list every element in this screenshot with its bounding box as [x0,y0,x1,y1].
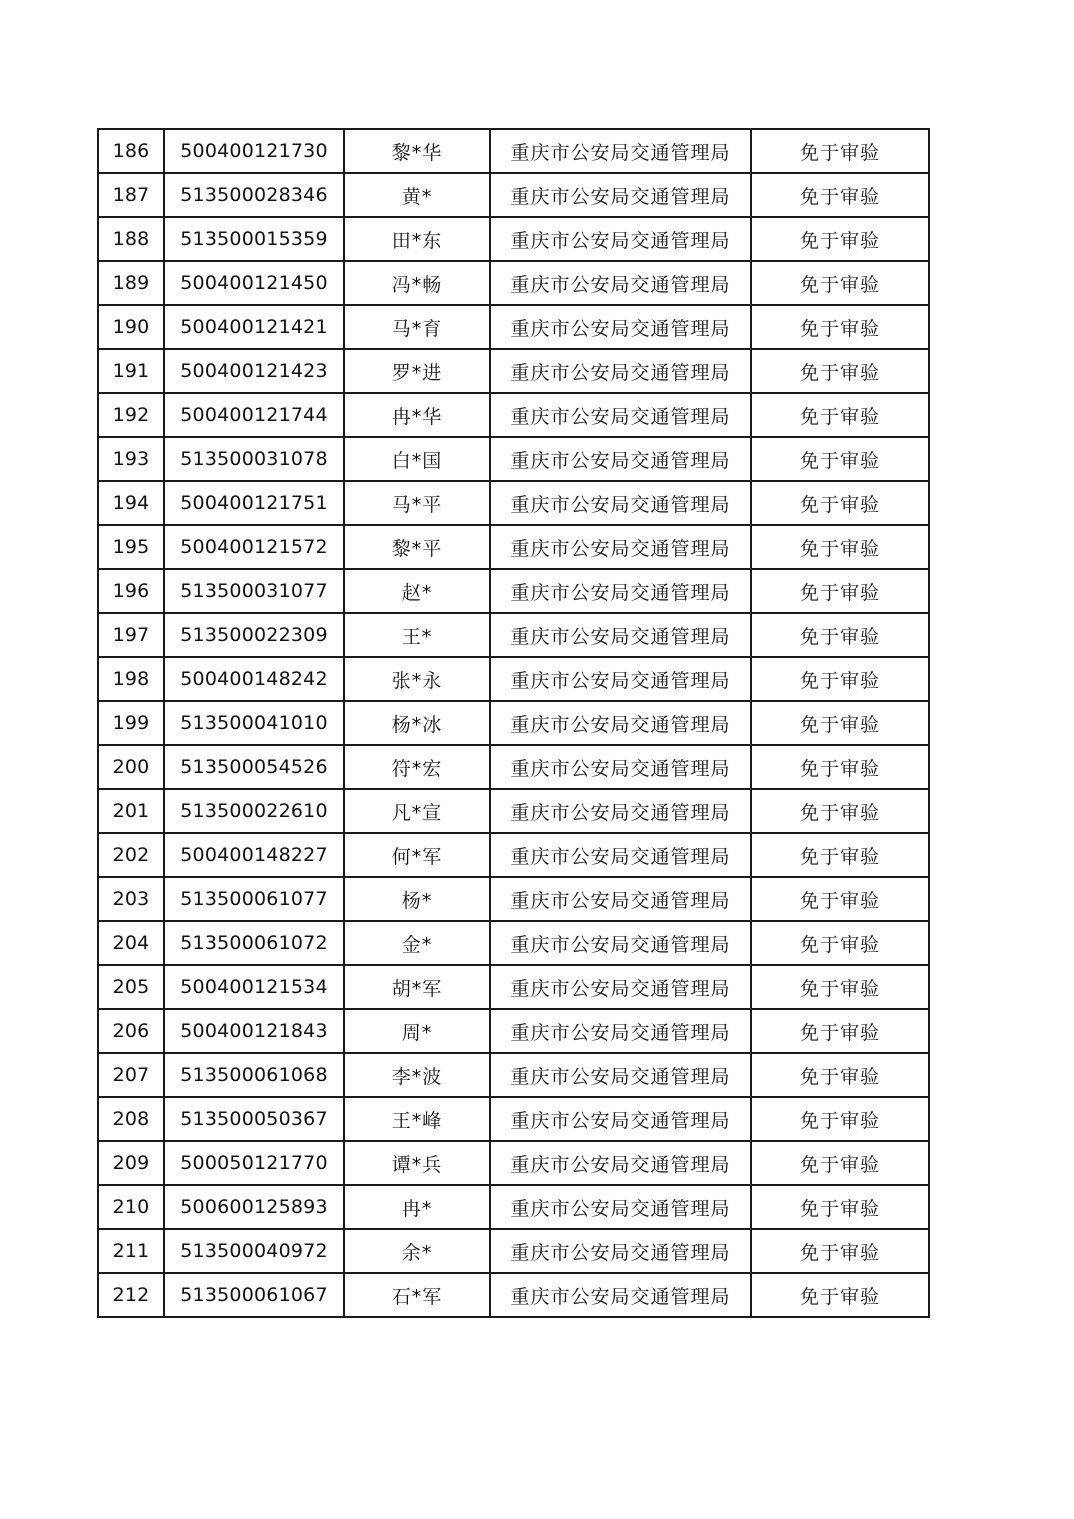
license-number-cell: 513500031077 [164,569,344,613]
issuing-authority-cell: 重庆市公安局交通管理局 [490,1141,751,1185]
issuing-authority-cell: 重庆市公安局交通管理局 [490,173,751,217]
issuing-authority-cell: 重庆市公安局交通管理局 [490,481,751,525]
license-number-cell: 500400121534 [164,965,344,1009]
issuing-authority-cell: 重庆市公安局交通管理局 [490,393,751,437]
driver-name-cell: 王* [344,613,490,657]
license-number-cell: 500400148242 [164,657,344,701]
table-row [98,1009,929,1053]
issuing-authority-cell: 重庆市公安局交通管理局 [490,305,751,349]
review-status-cell: 免于审验 [751,261,929,305]
review-status-cell: 免于审验 [751,173,929,217]
driver-name-cell: 张*永 [344,657,490,701]
license-number-cell: 500400148227 [164,833,344,877]
issuing-authority-cell: 重庆市公安局交通管理局 [490,657,751,701]
row-number-cell: 196 [98,569,164,613]
review-status-cell: 免于审验 [751,437,929,481]
table-row [98,1097,929,1141]
row-number-cell: 212 [98,1273,164,1317]
review-status-cell: 免于审验 [751,129,929,173]
row-number-cell: 189 [98,261,164,305]
driver-name-cell: 马*平 [344,481,490,525]
table-row [98,349,929,393]
issuing-authority-cell: 重庆市公安局交通管理局 [490,129,751,173]
license-number-cell: 500400121450 [164,261,344,305]
license-number-cell: 513500031078 [164,437,344,481]
review-status-cell: 免于审验 [751,613,929,657]
table-row [98,1053,929,1097]
row-number-cell: 202 [98,833,164,877]
license-number-cell: 513500050367 [164,1097,344,1141]
row-number-cell: 195 [98,525,164,569]
driver-name-cell: 白*国 [344,437,490,481]
issuing-authority-cell: 重庆市公安局交通管理局 [490,877,751,921]
driver-name-cell: 李*波 [344,1053,490,1097]
table-row [98,261,929,305]
driver-name-cell: 黎*平 [344,525,490,569]
row-number-cell: 194 [98,481,164,525]
driver-name-cell: 赵* [344,569,490,613]
driver-name-cell: 冉* [344,1185,490,1229]
table-row [98,1229,929,1273]
driver-name-cell: 何*军 [344,833,490,877]
license-number-cell: 500400121730 [164,129,344,173]
issuing-authority-cell: 重庆市公安局交通管理局 [490,833,751,877]
license-number-cell: 513500028346 [164,173,344,217]
review-status-cell: 免于审验 [751,657,929,701]
issuing-authority-cell: 重庆市公安局交通管理局 [490,701,751,745]
review-status-cell: 免于审验 [751,1185,929,1229]
driver-name-cell: 余* [344,1229,490,1273]
review-status-cell: 免于审验 [751,921,929,965]
table-row [98,305,929,349]
license-number-cell: 513500054526 [164,745,344,789]
row-number-cell: 201 [98,789,164,833]
driver-name-cell: 符*宏 [344,745,490,789]
row-number-cell: 186 [98,129,164,173]
row-number-cell: 210 [98,1185,164,1229]
table-row [98,745,929,789]
issuing-authority-cell: 重庆市公安局交通管理局 [490,789,751,833]
table-row [98,613,929,657]
table-row [98,1273,929,1317]
driver-name-cell: 王*峰 [344,1097,490,1141]
table-row [98,701,929,745]
row-number-cell: 188 [98,217,164,261]
table-row [98,1185,929,1229]
table-row [98,393,929,437]
row-number-cell: 192 [98,393,164,437]
issuing-authority-cell: 重庆市公安局交通管理局 [490,1053,751,1097]
license-number-cell: 500400121423 [164,349,344,393]
review-status-cell: 免于审验 [751,1229,929,1273]
driver-name-cell: 冉*华 [344,393,490,437]
driver-name-cell: 黎*华 [344,129,490,173]
row-number-cell: 207 [98,1053,164,1097]
driver-name-cell: 凡*宣 [344,789,490,833]
row-number-cell: 190 [98,305,164,349]
row-number-cell: 205 [98,965,164,1009]
review-status-cell: 免于审验 [751,1141,929,1185]
review-status-cell: 免于审验 [751,789,929,833]
driver-name-cell: 杨*冰 [344,701,490,745]
issuing-authority-cell: 重庆市公安局交通管理局 [490,437,751,481]
issuing-authority-cell: 重庆市公安局交通管理局 [490,1097,751,1141]
driver-name-cell: 马*育 [344,305,490,349]
table-row [98,569,929,613]
table-row [98,525,929,569]
table-row [98,657,929,701]
table-row [98,173,929,217]
row-number-cell: 197 [98,613,164,657]
driver-name-cell: 周* [344,1009,490,1053]
issuing-authority-cell: 重庆市公安局交通管理局 [490,349,751,393]
driver-name-cell: 罗*进 [344,349,490,393]
license-number-cell: 513500061067 [164,1273,344,1317]
license-number-cell: 500400121751 [164,481,344,525]
row-number-cell: 187 [98,173,164,217]
table-row [98,833,929,877]
license-number-cell: 500050121770 [164,1141,344,1185]
issuing-authority-cell: 重庆市公安局交通管理局 [490,1273,751,1317]
issuing-authority-cell: 重庆市公安局交通管理局 [490,1185,751,1229]
license-number-cell: 500400121744 [164,393,344,437]
review-status-cell: 免于审验 [751,349,929,393]
table-row [98,921,929,965]
table-row [98,877,929,921]
license-number-cell: 500600125893 [164,1185,344,1229]
license-number-cell: 513500061068 [164,1053,344,1097]
table-row [98,789,929,833]
driver-name-cell: 杨* [344,877,490,921]
driver-name-cell: 黄* [344,173,490,217]
issuing-authority-cell: 重庆市公安局交通管理局 [490,569,751,613]
license-number-cell: 500400121421 [164,305,344,349]
table-row [98,217,929,261]
driver-name-cell: 谭*兵 [344,1141,490,1185]
license-exemption-table [97,128,930,1318]
driver-name-cell: 冯*畅 [344,261,490,305]
row-number-cell: 206 [98,1009,164,1053]
issuing-authority-cell: 重庆市公安局交通管理局 [490,261,751,305]
review-status-cell: 免于审验 [751,1053,929,1097]
license-number-cell: 513500061072 [164,921,344,965]
issuing-authority-cell: 重庆市公安局交通管理局 [490,921,751,965]
review-status-cell: 免于审验 [751,481,929,525]
row-number-cell: 199 [98,701,164,745]
review-status-cell: 免于审验 [751,1009,929,1053]
row-number-cell: 193 [98,437,164,481]
review-status-cell: 免于审验 [751,217,929,261]
review-status-cell: 免于审验 [751,745,929,789]
license-number-cell: 500400121843 [164,1009,344,1053]
review-status-cell: 免于审验 [751,393,929,437]
review-status-cell: 免于审验 [751,1097,929,1141]
license-number-cell: 513500022610 [164,789,344,833]
issuing-authority-cell: 重庆市公安局交通管理局 [490,217,751,261]
issuing-authority-cell: 重庆市公安局交通管理局 [490,965,751,1009]
table-body [98,129,929,1317]
row-number-cell: 198 [98,657,164,701]
row-number-cell: 191 [98,349,164,393]
table-row [98,437,929,481]
review-status-cell: 免于审验 [751,965,929,1009]
issuing-authority-cell: 重庆市公安局交通管理局 [490,745,751,789]
license-number-cell: 500400121572 [164,525,344,569]
license-number-cell: 513500061077 [164,877,344,921]
license-number-cell: 513500040972 [164,1229,344,1273]
issuing-authority-cell: 重庆市公安局交通管理局 [490,525,751,569]
review-status-cell: 免于审验 [751,701,929,745]
driver-name-cell: 田*东 [344,217,490,261]
driver-name-cell: 胡*军 [344,965,490,1009]
row-number-cell: 204 [98,921,164,965]
review-status-cell: 免于审验 [751,877,929,921]
row-number-cell: 209 [98,1141,164,1185]
table-row [98,1141,929,1185]
row-number-cell: 200 [98,745,164,789]
review-status-cell: 免于审验 [751,1273,929,1317]
issuing-authority-cell: 重庆市公安局交通管理局 [490,1009,751,1053]
review-status-cell: 免于审验 [751,305,929,349]
review-status-cell: 免于审验 [751,833,929,877]
table-row [98,129,929,173]
driver-name-cell: 石*军 [344,1273,490,1317]
row-number-cell: 208 [98,1097,164,1141]
issuing-authority-cell: 重庆市公安局交通管理局 [490,613,751,657]
row-number-cell: 203 [98,877,164,921]
license-number-cell: 513500022309 [164,613,344,657]
row-number-cell: 211 [98,1229,164,1273]
license-number-cell: 513500041010 [164,701,344,745]
issuing-authority-cell: 重庆市公安局交通管理局 [490,1229,751,1273]
review-status-cell: 免于审验 [751,569,929,613]
license-number-cell: 513500015359 [164,217,344,261]
driver-name-cell: 金* [344,921,490,965]
table-row [98,481,929,525]
table-row [98,965,929,1009]
review-status-cell: 免于审验 [751,525,929,569]
